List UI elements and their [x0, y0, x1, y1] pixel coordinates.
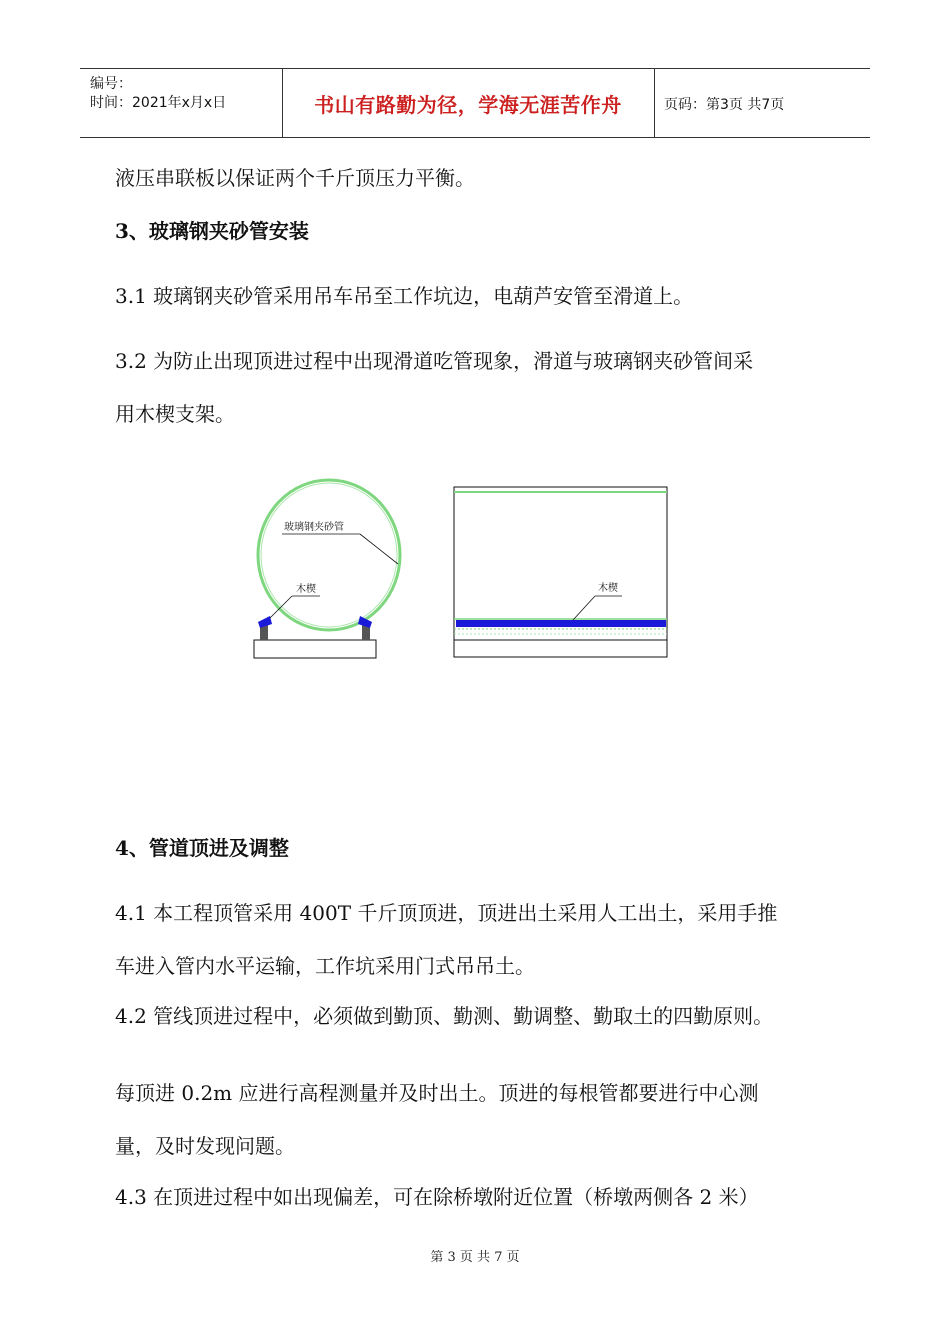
header-page-label: 页码：第3页 共7页	[664, 97, 785, 113]
section-4-heading: 4、管道顶进及调整	[115, 836, 289, 860]
page-header	[80, 68, 870, 138]
header-motto: 书山有路勤为径，学海无涯苦作舟	[314, 93, 622, 117]
paragraph-4-3: 4.3 在顶进过程中如出现偏差，可在除桥墩附近位置（桥墩两侧各 2 米）	[115, 1185, 759, 1209]
paragraph-3-2-line1: 3.2 为防止出现顶进过程中出现滑道吃管现象，滑道与玻璃钢夹砂管间采	[115, 349, 754, 373]
wedge-label-right: 木楔	[598, 583, 618, 594]
pipe-installation-diagram	[240, 478, 680, 668]
pipe-label-leader	[360, 534, 398, 564]
pipe-longitudinal-section	[454, 487, 667, 657]
wedge-label-leader-right	[573, 596, 595, 620]
serial-label: 编号：	[90, 76, 132, 92]
pipe-cross-section	[254, 480, 400, 658]
wedge-label-left: 木楔	[296, 584, 316, 595]
pipe-ring-inner	[261, 483, 397, 627]
section-frame	[454, 487, 667, 657]
time-label: 时间：2021年x月x日	[90, 95, 227, 111]
paragraph-measure-line1: 每顶进 0.2m 应进行高程测量并及时出土。顶进的每根管都要进行中心测	[115, 1081, 759, 1105]
paragraph-3-2-line2: 用木楔支架。	[115, 402, 235, 426]
page-footer: 第 3 页 共 7 页	[430, 1250, 520, 1265]
paragraph-measure-line2: 量，及时发现问题。	[115, 1134, 295, 1158]
wedge-row	[456, 620, 666, 627]
header-info-cell	[80, 69, 283, 137]
paragraph-4-1-line2: 车进入管内水平运输，工作坑采用门式吊吊土。	[115, 954, 535, 978]
header-page-cell	[654, 69, 870, 137]
paragraph-4-2: 4.2 管线顶进过程中，必须做到勤顶、勤测、勤调整、勤取土的四勤原则。	[115, 1004, 774, 1028]
header-motto-cell	[282, 69, 655, 137]
paragraph-continue: 液压串联板以保证两个千斤顶压力平衡。	[115, 166, 475, 190]
paragraph-3-1: 3.1 玻璃钢夹砂管采用吊车吊至工作坑边，电葫芦安管至滑道上。	[115, 284, 694, 308]
pipe-ring	[258, 480, 400, 630]
base-slab	[254, 640, 376, 658]
section-3-heading: 3、玻璃钢夹砂管安装	[115, 219, 309, 243]
paragraph-4-1-line1: 4.1 本工程顶管采用 400T 千斤顶顶进，顶进出土采用人工出土，采用手推	[115, 901, 778, 925]
pipe-label: 玻璃钢夹砂管	[284, 522, 344, 533]
